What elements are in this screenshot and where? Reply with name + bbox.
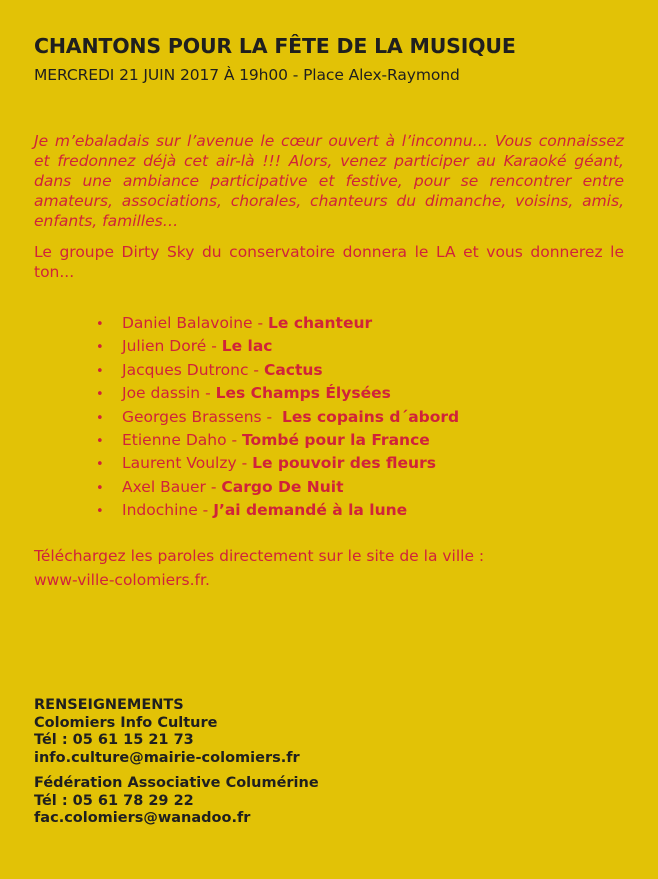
song-artist: Indochine — [122, 501, 198, 520]
song-title: Le chanteur — [268, 314, 373, 332]
info-section — [34, 697, 319, 828]
song-list — [96, 314, 459, 525]
intro-paragraph: Je m’ebaladais sur l’avenue le cœur ouvert à l’inconnu… Vous connaissez et fredonnez déjà cet air-là !!! Alors, venez participer au Karaoké géant, dans une ambiance participative et festive, pour se rencontrer entre amateurs, associations, chorales, chanteurs du dimanche, voisins, amis, enfants, familles… — [34, 132, 624, 230]
download-text: Téléchargez les paroles directement sur le site de la ville : — [34, 547, 485, 565]
song-title: Cactus — [263, 360, 323, 379]
song-separator: - — [248, 360, 264, 379]
list-item — [96, 431, 459, 454]
bullet-icon: • — [96, 317, 104, 332]
song-title: Les copains d´abord — [281, 407, 460, 426]
bullet-icon: • — [96, 480, 104, 496]
bullet-icon: • — [96, 504, 104, 520]
song-title: Cargo De Nuit — [221, 477, 344, 496]
list-item — [96, 408, 459, 431]
song-artist: Jacques Dutronc — [122, 360, 249, 379]
song-title: Les Champs Élysées — [215, 384, 391, 403]
info-heading: RENSEIGNEMENTS — [34, 697, 184, 713]
website-link[interactable]: www-ville-colomiers.fr. — [34, 571, 210, 589]
song-separator: - — [236, 454, 253, 473]
song-title: Le pouvoir des fleurs — [252, 454, 436, 473]
song-separator: - — [261, 407, 282, 426]
song-separator: - — [226, 430, 243, 449]
song-title: J’ai demandé à la lune — [213, 501, 408, 520]
contact1-email[interactable]: info.culture@mairie-colomiers.fr — [34, 749, 300, 766]
song-artist: Etienne Daho — [122, 430, 227, 449]
list-item — [96, 454, 459, 477]
song-separator: - — [206, 337, 222, 356]
song-artist: Laurent Voulzy — [122, 454, 237, 473]
song-artist: Joe dassin — [122, 384, 201, 403]
contact1-phone: Tél : 05 61 15 21 73 — [34, 732, 194, 748]
list-item — [96, 314, 459, 337]
song-separator: - — [197, 501, 214, 520]
contact2-phone: Tél : 05 61 78 29 22 — [34, 792, 194, 809]
song-title: Tombé pour la France — [242, 430, 430, 449]
song-separator: - — [252, 314, 269, 332]
event-date-location: MERCREDI 21 JUIN 2017 À 19h00 - Place Alex-Raymond — [34, 66, 460, 84]
bullet-icon: • — [96, 340, 104, 356]
song-artist: Daniel Balavoine — [122, 314, 253, 332]
list-item — [96, 501, 459, 524]
list-item — [96, 337, 459, 360]
song-title: Le lac — [221, 337, 273, 356]
contact2-email[interactable]: fac.colomiers@wanadoo.fr — [34, 810, 251, 826]
list-item — [96, 361, 459, 384]
list-item — [96, 384, 459, 407]
song-separator: - — [205, 477, 222, 496]
band-paragraph: Le groupe Dirty Sky du conservatoire donnera le LA et vous donnerez le ton... — [34, 243, 624, 281]
page-title: CHANTONS POUR LA FÊTE DE LA MUSIQUE — [34, 34, 516, 58]
bullet-icon: • — [96, 433, 104, 449]
song-artist: Georges Brassens — [122, 407, 262, 426]
bullet-icon: • — [96, 410, 104, 426]
song-separator: - — [200, 384, 216, 403]
bullet-icon: • — [96, 457, 104, 473]
song-artist: Axel Bauer — [122, 477, 206, 496]
contact2-name: Fédération Associative Columérine — [34, 775, 319, 791]
spacer — [34, 767, 319, 775]
contact1-name: Colomiers Info Culture — [34, 714, 218, 731]
download-section — [34, 544, 484, 592]
list-item — [96, 478, 459, 501]
song-artist: Julien Doré — [122, 337, 207, 356]
bullet-icon: • — [96, 387, 104, 403]
bullet-icon: • — [96, 363, 104, 379]
